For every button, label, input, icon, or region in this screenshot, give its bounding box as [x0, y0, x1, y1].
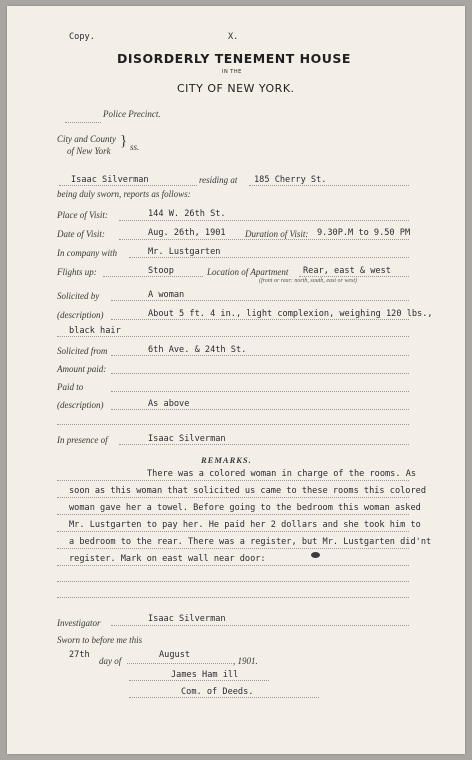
police-precinct-label: Police Precinct.	[103, 109, 161, 119]
copy-mark: Copy.	[69, 32, 95, 42]
ss-label: ss.	[130, 142, 140, 152]
presence-value: Isaac Silverman	[148, 434, 226, 444]
sworn-before-label: Sworn to before me this	[57, 635, 143, 645]
paid-description-label: (description)	[57, 400, 104, 410]
company-label: In company with	[57, 248, 117, 258]
remarks-line-3: woman gave her a towel. Before going to the bedroom this woman asked	[69, 503, 421, 513]
remarks-line-6: register. Mark on east wall near door:	[69, 554, 266, 564]
duration-value: 9.30P.M to 9.50 PM	[317, 228, 411, 238]
investigator-label: Investigator	[57, 618, 101, 628]
brace-glyph: }	[120, 133, 128, 149]
commissioner-title: Com. of Deeds.	[181, 687, 254, 697]
amount-label: Amount paid:	[57, 364, 107, 374]
description-value-line1: About 5 ft. 4 in., light complexion, weighing 120 lbs.,	[148, 309, 433, 319]
remarks-line-4: Mr. Lustgarten to pay her. He paid her 2 dollars and she took him to	[69, 520, 421, 530]
investigator-value: Isaac Silverman	[148, 614, 226, 624]
presence-label: In presence of	[57, 435, 108, 445]
company-value: Mr. Lustgarten	[148, 247, 221, 257]
date-label: Date of Visit:	[57, 229, 105, 239]
residing-label: residing at	[199, 175, 238, 185]
remarks-line-1: There was a colored woman in charge of the rooms. As	[147, 469, 417, 479]
in-the-label: IN THE	[222, 69, 242, 75]
x-mark: X.	[228, 32, 239, 42]
place-label: Place of Visit:	[57, 210, 108, 220]
location-label: Location of Apartment	[207, 267, 289, 277]
date-value: Aug. 26th, 1901	[148, 228, 226, 238]
description-label: (description)	[57, 310, 104, 320]
document-title: DISORDERLY TENEMENT HOUSE	[117, 51, 351, 66]
document-page	[7, 6, 465, 754]
new-york-label: of New York	[67, 146, 111, 156]
wall-mark-drawing	[311, 552, 320, 558]
month-value: August	[159, 650, 191, 660]
city-title: CITY OF NEW YORK.	[177, 82, 295, 95]
remarks-line-5: a bedroom to the rear. There was a register, but Mr. Lustgarten did'nt	[69, 537, 432, 547]
sworn-label: being duly sworn, reports as follows:	[57, 189, 191, 199]
day-value: 27th	[69, 650, 90, 660]
address-value: 185 Cherry St.	[254, 175, 327, 185]
paid-description-value: As above	[148, 399, 190, 409]
solicited-from-value: 6th Ave. & 24th St.	[148, 345, 247, 355]
description-value-line2: black hair	[69, 326, 121, 336]
solicited-value: A woman	[148, 290, 185, 300]
day-label: day of	[99, 656, 122, 666]
remarks-heading: REMARKS.	[201, 455, 252, 465]
location-value: Rear, east & west	[303, 266, 391, 276]
solicited-label: Solicited by	[57, 291, 100, 301]
solicited-from-label: Solicited from	[57, 346, 108, 356]
flights-label: Flights up:	[57, 267, 97, 277]
duration-label: Duration of Visit:	[245, 229, 309, 239]
paid-to-label: Paid to	[57, 382, 84, 392]
flights-value: Stoop	[148, 266, 174, 276]
commissioner-name: James Ham ill	[171, 670, 239, 680]
city-county-label: City and County	[57, 134, 116, 144]
place-value: 144 W. 26th St.	[148, 209, 226, 219]
deponent-name: Isaac Silverman	[71, 175, 149, 185]
location-hint: (front or rear: north, south, east or west)	[259, 278, 358, 284]
year-label: , 1901.	[233, 656, 258, 666]
remarks-line-2: soon as this woman that solicited us came to these rooms this colored	[69, 486, 426, 496]
